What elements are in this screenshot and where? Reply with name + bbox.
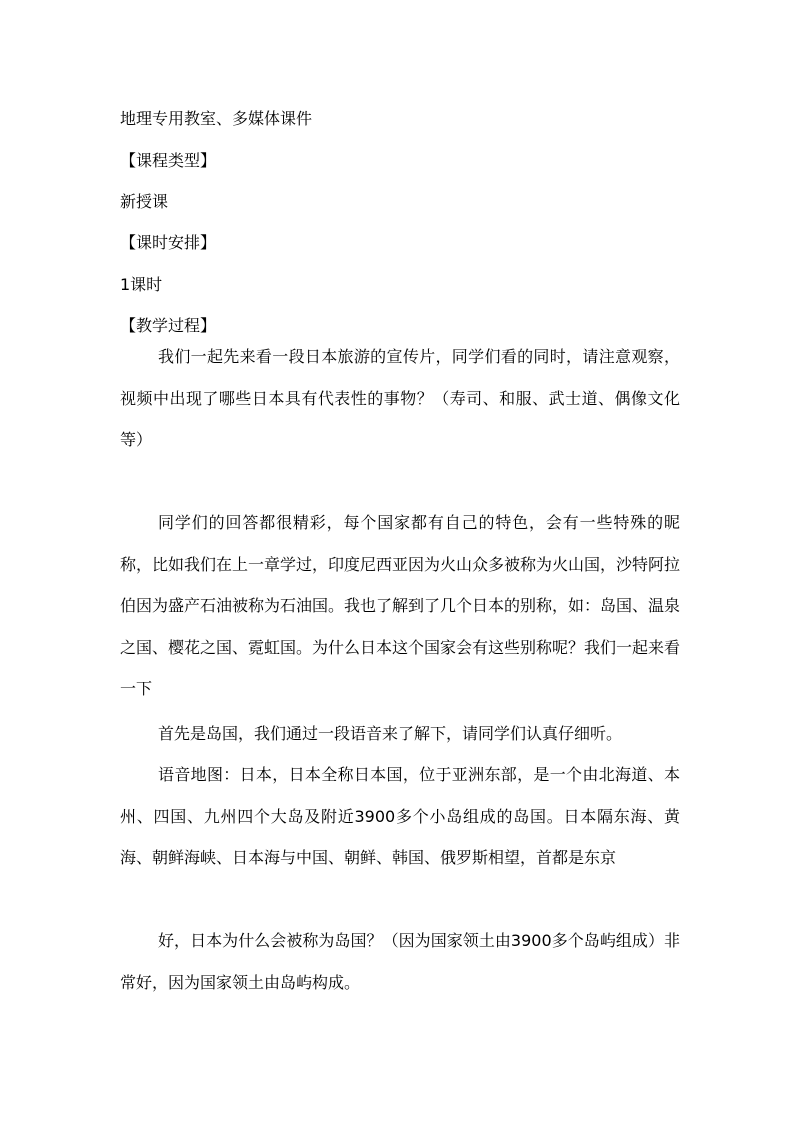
paragraph-island-country: 首先是岛国，我们通过一段语音来了解下，请同学们认真仔细听。	[158, 724, 623, 743]
paragraph-audio-map: 语音地图：日本，日本全称日本国，位于亚洲东部，是一个由北海道、本州、四国、九州四个大岛及附近3900多个小岛组成的岛国。日本隔东海、黄海、朝鲜海峡、日本海与中国、朝鲜、韩国、俄罗斯相望，首都是东京	[120, 765, 680, 867]
blank-line	[120, 670, 680, 711]
course-type-heading: 【课程类型】	[120, 151, 217, 170]
paragraph-island-question: 好，日本为什么会被称为岛国？（因为国家领土由3900多个岛屿组成）非常好，因为国家领土由岛屿构成。	[120, 931, 680, 992]
schedule-value: 1课时	[120, 275, 163, 294]
paragraph-video-intro: 我们一起先来看一段日本旅游的宣传片，同学们看的同时，请注意观察，视频中出现了哪些日本具有代表性的事物？（寿司、和服、武士道、偶像文化等）	[120, 347, 680, 449]
course-type-value: 新授课	[120, 192, 169, 211]
paragraph-nicknames: 同学们的回答都很精彩，每个国家都有自己的特色，会有一些特殊的昵称，比如我们在上一章学过，印度尼西亚因为火山众多被称为火山国，沙特阿拉伯因为盛产石油被称为石油国。我也了解到了几个日本的别称，如：岛国、温泉之国、樱花之国、霓虹国。为什么日本这个国家会有这些别称呢？我们一起来看一下	[120, 513, 681, 698]
facilities-text: 地理专用教室、多媒体课件	[120, 109, 313, 128]
schedule-heading: 【课时安排】	[120, 233, 217, 252]
process-heading: 【教学过程】	[120, 316, 217, 335]
